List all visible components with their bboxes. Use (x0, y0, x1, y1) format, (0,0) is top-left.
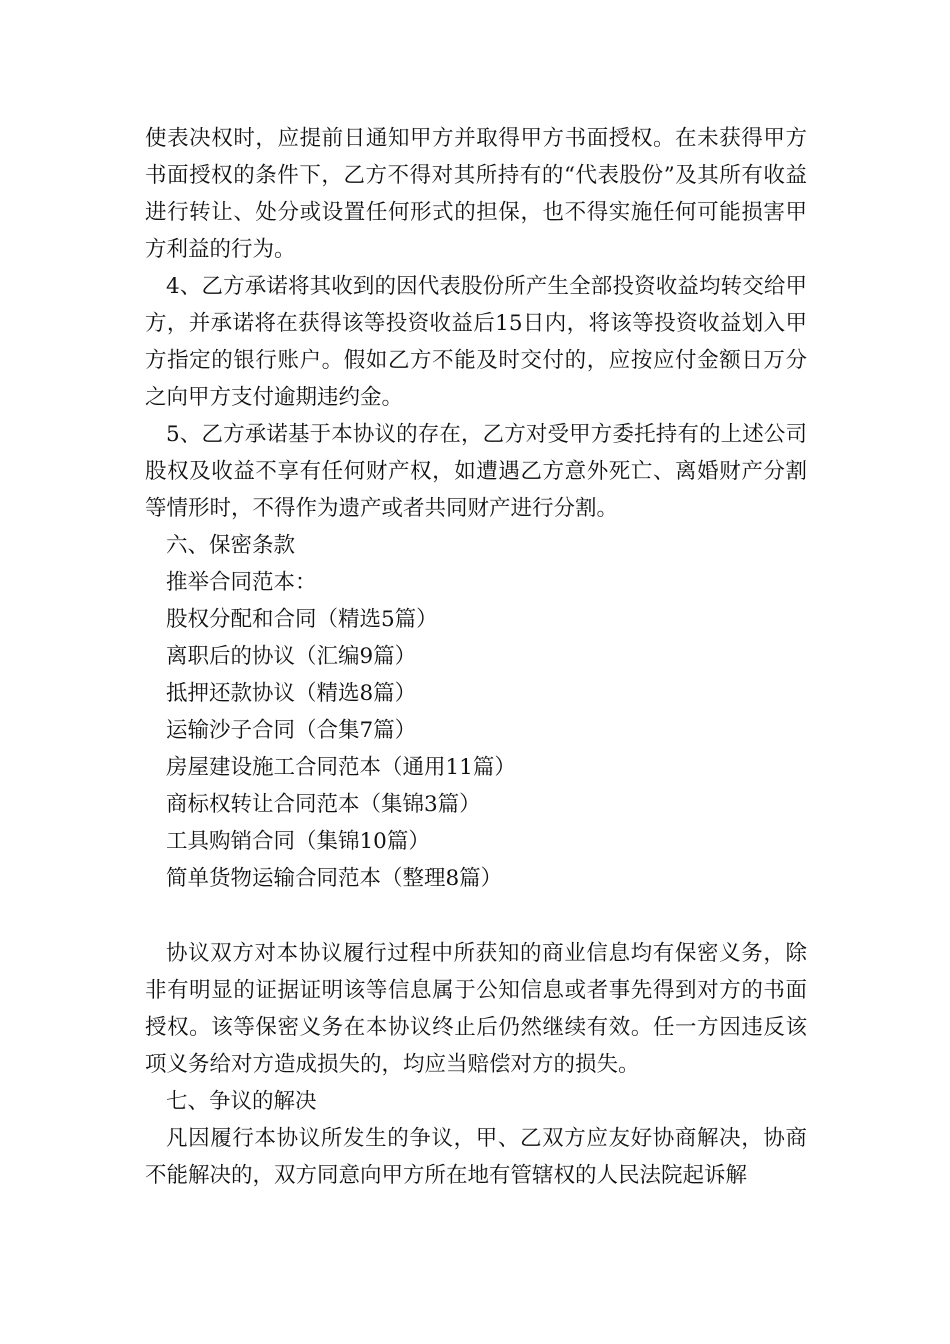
heading-confidentiality: 六、保密条款 (166, 533, 296, 558)
recommend-label: 推举合同范本： (166, 570, 317, 595)
heading-dispute: 七、争议的解决 (166, 1089, 317, 1114)
document-upper-section (145, 120, 807, 897)
recommended-link[interactable]: 工具购销合同（集锦10篇） (166, 829, 430, 854)
paragraph-dispute: 凡因履行本协议所发生的争议，甲、乙双方应友好协商解决，协商不能解决的，双方同意向甲方所在地有管辖权的人民法院起诉解 (145, 1126, 807, 1188)
paragraph-clause-5: 5、乙方承诺基于本协议的存在，乙方对受甲方委托持有的上述公司股权及收益不享有任何财产权，如遭遇乙方意外死亡、离婚财产分割等情形时，不得作为遗产或者共同财产进行分割。 (145, 422, 807, 521)
recommended-link[interactable]: 运输沙子合同（合集7篇） (166, 718, 417, 743)
recommended-link[interactable]: 简单货物运输合同范本（整理8篇） (166, 866, 503, 891)
recommended-link[interactable]: 离职后的协议（汇编9篇） (166, 644, 417, 669)
recommended-link[interactable]: 房屋建设施工合同范本（通用11篇） (166, 755, 516, 780)
paragraph-confidentiality: 协议双方对本协议履行过程中所获知的商业信息均有保密义务，除非有明显的证据证明该等信息属于公知信息或者事先得到对方的书面授权。该等保密义务在本协议终止后仍然继续有效。任一方因违反该项义务给对方造成损失的，均应当赔偿对方的损失。 (145, 941, 807, 1077)
recommended-link[interactable]: 商标权转让合同范本（集锦3篇） (166, 792, 481, 817)
paragraph-voting-rights: 使表决权时，应提前日通知甲方并取得甲方书面授权。在未获得甲方书面授权的条件下，乙方不得对其所持有的“代表股份”及其所有收益进行转让、处分或设置任何形式的担保，也不得实施任何可能损害甲方利益的行为。 (145, 126, 807, 262)
recommended-link[interactable]: 股权分配和合同（精选5篇） (166, 607, 438, 632)
document-lower-section (145, 935, 807, 1194)
paragraph-clause-4: 4、乙方承诺将其收到的因代表股份所产生全部投资收益均转交给甲方，并承诺将在获得该等投资收益后15日内，将该等投资收益划入甲方指定的银行账户。假如乙方不能及时交付的，应按应付金额日万分之向甲方支付逾期违约金。 (145, 274, 807, 410)
recommended-link[interactable]: 抵押还款协议（精选8篇） (166, 681, 417, 706)
